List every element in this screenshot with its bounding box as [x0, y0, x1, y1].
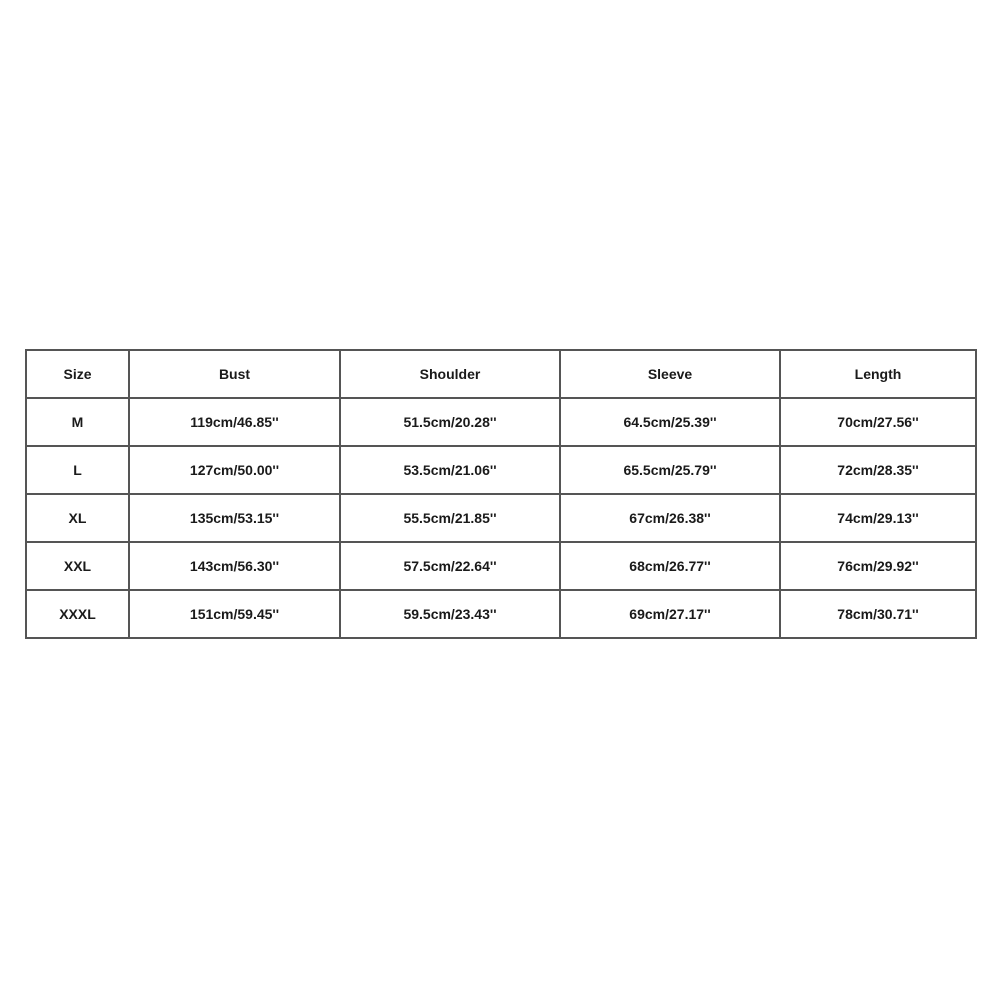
- shoulder-cell: 51.5cm/20.28'': [340, 398, 560, 446]
- sleeve-cell: 69cm/27.17'': [560, 590, 780, 638]
- table-row: [26, 398, 976, 446]
- size-cell: L: [26, 446, 129, 494]
- table-row: [26, 590, 976, 638]
- size-cell: XL: [26, 494, 129, 542]
- length-cell: 72cm/28.35'': [780, 446, 976, 494]
- length-cell: 78cm/30.71'': [780, 590, 976, 638]
- bust-cell: 135cm/53.15'': [129, 494, 340, 542]
- sleeve-cell: 65.5cm/25.79'': [560, 446, 780, 494]
- shoulder-cell: 53.5cm/21.06'': [340, 446, 560, 494]
- header-size: Size: [26, 350, 129, 398]
- header-length: Length: [780, 350, 976, 398]
- size-cell: M: [26, 398, 129, 446]
- shoulder-cell: 57.5cm/22.64'': [340, 542, 560, 590]
- sleeve-cell: 68cm/26.77'': [560, 542, 780, 590]
- size-chart-table: [25, 349, 977, 639]
- table-row: [26, 542, 976, 590]
- header-bust: Bust: [129, 350, 340, 398]
- bust-cell: 127cm/50.00'': [129, 446, 340, 494]
- shoulder-cell: 59.5cm/23.43'': [340, 590, 560, 638]
- length-cell: 76cm/29.92'': [780, 542, 976, 590]
- size-cell: XXXL: [26, 590, 129, 638]
- length-cell: 74cm/29.13'': [780, 494, 976, 542]
- header-row: [26, 350, 976, 398]
- sleeve-cell: 64.5cm/25.39'': [560, 398, 780, 446]
- length-cell: 70cm/27.56'': [780, 398, 976, 446]
- header-sleeve: Sleeve: [560, 350, 780, 398]
- bust-cell: 119cm/46.85'': [129, 398, 340, 446]
- bust-cell: 151cm/59.45'': [129, 590, 340, 638]
- table-row: [26, 446, 976, 494]
- table-row: [26, 494, 976, 542]
- header-shoulder: Shoulder: [340, 350, 560, 398]
- size-cell: XXL: [26, 542, 129, 590]
- bust-cell: 143cm/56.30'': [129, 542, 340, 590]
- shoulder-cell: 55.5cm/21.85'': [340, 494, 560, 542]
- sleeve-cell: 67cm/26.38'': [560, 494, 780, 542]
